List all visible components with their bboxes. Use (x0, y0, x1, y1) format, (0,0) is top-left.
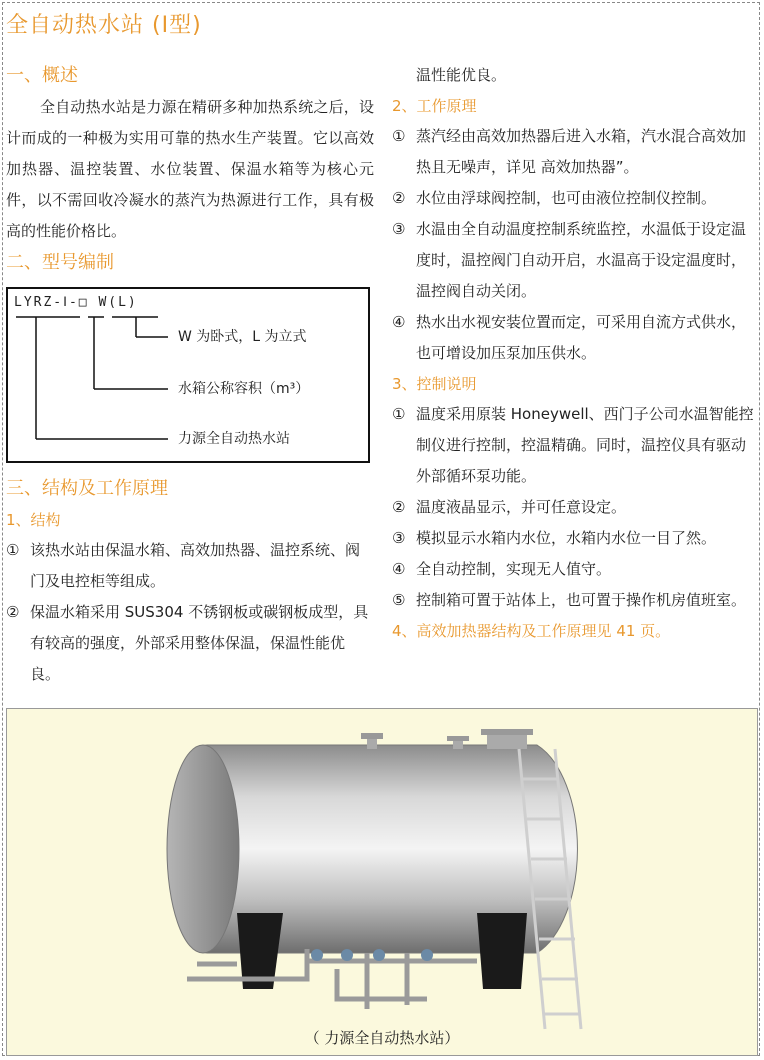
list-item (392, 585, 758, 616)
page-title: 全自动热水站 (Ⅰ型) (6, 13, 202, 38)
left-column (6, 60, 374, 683)
item-text: 模拟显示水箱内水位，水箱内水位一目了然。 (416, 529, 717, 547)
item-text: 水温由全自动温度控制系统监控，水温低于设定温度时，温控阀门自动开启，水温高于设定温度时，温控阀自动关闭。 (416, 220, 747, 300)
item-number: ③ (392, 220, 406, 238)
list-item (6, 535, 374, 597)
list-item (392, 523, 758, 554)
list-item (392, 214, 758, 307)
list-item (392, 554, 758, 585)
model-label-type: W 为卧式，L 为立式 (178, 329, 307, 345)
list-item (392, 121, 758, 183)
list-item (392, 492, 758, 523)
product-photo-panel (6, 708, 758, 1056)
model-label-volume: 水箱公称容积（m³） (178, 381, 310, 397)
item-text: 蒸汽经由高效加热器后进入水箱，汽水混合高效加热且无噪声，详见 高效加热器”。 (416, 127, 747, 176)
right-column (392, 60, 758, 646)
list-item (392, 307, 758, 369)
item-text: 温度液晶显示，并可任意设定。 (416, 498, 627, 516)
structure-subheading: 1、结构 (6, 511, 61, 529)
item-text: 该热水站由保温水箱、高效加热器、温控系统、阀门及电控柜等组成。 (30, 541, 361, 590)
item-text: 全自动控制，实现无人值守。 (416, 560, 612, 578)
list-item (6, 597, 374, 683)
item-number: ③ (392, 529, 406, 547)
item-text: 温度采用原装 Honeywell、西门子公司水温智能控制仪进行控制，控温精确。同时，温控仪具有驱动外部循环泵功能。 (416, 405, 754, 485)
model-label-name: 力源全自动热水站 (178, 431, 290, 447)
item-number: ① (6, 541, 20, 559)
item-number: ⑤ (392, 591, 406, 609)
section-model-heading: 二、型号编制 (6, 252, 114, 273)
item-text: 保温水箱采用 SUS304 不锈钢板或碳钢板成型，具有较高的强度，外部采用整体保温，保温性能优良。 (30, 603, 369, 683)
section-structure-heading: 三、结构及工作原理 (6, 478, 168, 499)
continued-text: 温性能优良。 (416, 66, 507, 84)
item-text: 控制箱可置于站体上，也可置于操作机房值班室。 (416, 591, 747, 609)
item-number: ② (392, 498, 406, 516)
item-number: ④ (392, 560, 406, 578)
model-code-diagram (6, 287, 370, 463)
control-subheading: 3、控制说明 (392, 375, 477, 393)
item-number: ① (392, 127, 406, 145)
photo-caption: （ 力源全自动热水站） (304, 1029, 460, 1047)
section-overview-heading: 一、概述 (6, 65, 78, 86)
heater-reference: 4、高效加热器结构及工作原理见 41 页。 (392, 622, 671, 640)
principle-subheading: 2、工作原理 (392, 97, 477, 115)
overview-paragraph: 全自动热水站是力源在精研多种加热系统之后，设计而成的一种极为实用可靠的热水生产装置。它以高效加热器、温控装置、水位装置、保温水箱等为核心元件，以不需回收冷凝水的蒸汽为热源进行工作，具有极高的性能价格比。 (6, 98, 374, 240)
item-number: ① (392, 405, 406, 423)
list-item (392, 183, 758, 214)
item-number: ② (6, 603, 20, 621)
model-code: LYRZ-Ⅰ-□ W(L) (14, 295, 138, 310)
list-item (392, 399, 758, 492)
item-number: ② (392, 189, 406, 207)
item-number: ④ (392, 313, 406, 331)
item-text: 热水出水视安装位置而定，可采用自流方式供水，也可增设加压泵加压供水。 (416, 313, 747, 362)
item-text: 水位由浮球阀控制，也可由液位控制仪控制。 (416, 189, 717, 207)
water-tank-image (7, 709, 757, 1055)
